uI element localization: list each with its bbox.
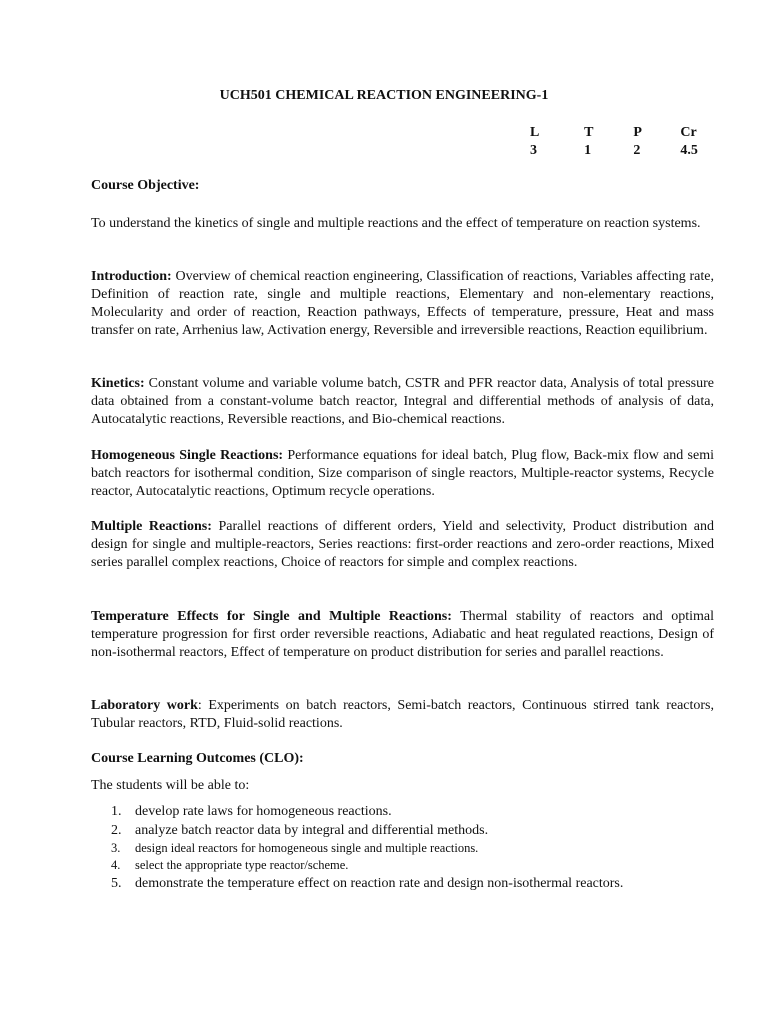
section-kinetics [91, 375, 714, 429]
credits-value-cr: 4.5 [680, 143, 698, 158]
credits-header-t: T [584, 125, 594, 140]
credits-value-p: 2 [633, 143, 641, 158]
list-item [111, 821, 623, 840]
section-heading: Multiple Reactions: [91, 519, 212, 534]
list-item [111, 874, 623, 893]
list-item [111, 802, 623, 821]
course-title: UCH501 CHEMICAL REACTION ENGINEERING-1 [219, 88, 549, 103]
list-item-number: 4. [111, 858, 121, 872]
list-item-text: select the appropriate type reactor/scheme. [135, 858, 349, 872]
list-item-number: 5. [111, 876, 122, 891]
list-item-text: demonstrate the temperature effect on reaction rate and design non-isothermal reactors. [135, 876, 624, 891]
section-heading: Homogeneous Single Reactions: [91, 448, 284, 463]
section-laboratory-work [91, 697, 714, 733]
list-item [111, 857, 623, 874]
list-item-number: 3. [111, 841, 121, 855]
list-item-number: 1. [111, 804, 122, 819]
section-heading: Introduction: [91, 269, 172, 284]
section-body: Overview of chemical reaction engineering, Classification of reactions, Variables affecting rate, Definition of reaction rate, single and multiple reactions, Elementary and non-elementary reactions, Molecularity and order of reaction, Reaction pathways, Effects of temperature, pressure, Heat and mass transfer on rate, Arrhenius law, Activation energy, Reversible and irreversible reactions, Reaction equilibrium. [91, 269, 714, 338]
section-body: Thermal stability of reactors and optimal temperature progression for first order reversible reactions, Adiabatic and heat regulated reactions, Design of non-isothermal reactors, Effect of temperature on product distribution for series and parallel reactions. [91, 609, 714, 660]
clo-intro: The students will be able to: [91, 778, 250, 793]
section-temperature-effects [91, 608, 714, 662]
credits-values-row [518, 142, 718, 160]
credits-value-l: 3 [530, 143, 537, 158]
list-item-text: design ideal reactors for homogeneous single and multiple reactions. [135, 841, 479, 855]
section-body: Parallel reactions of different orders, Yield and selectivity, Product distribution and design for single and multiple-reactors, Series reactions: first-order reactions and zero-order reactions, Mixed series parallel complex reactions, Choice of reactors for simple and complex reactions. [91, 519, 714, 570]
credits-table [518, 124, 718, 160]
list-item-text: analyze batch reactor data by integral and differential methods. [135, 823, 489, 838]
credits-header-row [518, 124, 718, 142]
section-body: : Experiments on batch reactors, Semi-batch reactors, Continuous stirred tank reactors, Tubular reactors, RTD, Fluid-solid reactions. [91, 698, 715, 731]
section-heading: Laboratory work [91, 698, 198, 713]
section-body: Performance equations for ideal batch, Plug flow, Back-mix flow and semi batch reactors for isothermal condition, Size comparison of single reactors, Multiple-reactor systems, Recycle reactor, Autocatalytic reactions, Optimum recycle operations. [91, 448, 714, 499]
credits-header-p: P [633, 125, 642, 140]
list-item-number: 2. [111, 823, 122, 838]
section-introduction [91, 268, 714, 340]
clo-heading: Course Learning Outcomes (CLO): [91, 751, 304, 766]
objective-text: To understand the kinetics of single and multiple reactions and the effect of temperature on reaction systems. [91, 216, 701, 231]
section-homogeneous-single-reactions [91, 447, 714, 501]
credits-header-cr: Cr [680, 125, 697, 140]
clo-list [111, 802, 623, 893]
section-body: Constant volume and variable volume batch, CSTR and PFR reactor data, Analysis of total pressure data obtained from a constant-volume batch reactor, Integral and differential methods of analysis of data, Autocatalytic reactions, Reversible reactions, and Bio-chemical reactions. [91, 376, 714, 427]
credits-value-t: 1 [584, 143, 592, 158]
objective-heading: Course Objective: [91, 178, 200, 193]
section-multiple-reactions [91, 518, 714, 572]
section-heading: Kinetics: [91, 376, 145, 391]
list-item-text: develop rate laws for homogeneous reactions. [135, 804, 392, 819]
section-heading: Temperature Effects for Single and Multiple Reactions: [91, 609, 452, 624]
credits-header-l: L [530, 125, 540, 140]
list-item [111, 840, 623, 857]
